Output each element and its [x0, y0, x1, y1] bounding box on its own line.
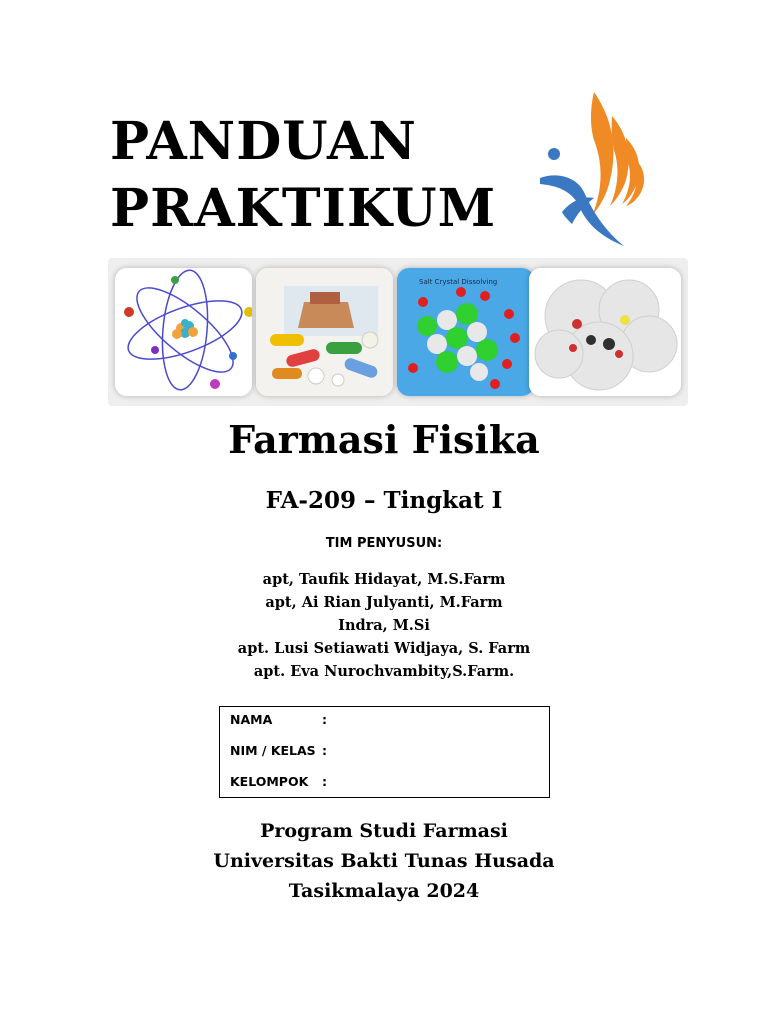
- group-field[interactable]: [230, 773, 327, 791]
- team-label: TIM PENYUSUN:: [325, 536, 443, 551]
- group-label: KELOMPOK: [230, 774, 309, 789]
- university-name: Universitas Bakti Tunas Husada: [213, 850, 555, 872]
- institution-block: [0, 816, 768, 906]
- nim-class-label: NIM / KELAS: [230, 743, 316, 758]
- author-item: apt. Lusi Setiawati Widjaya, S. Farm: [237, 640, 531, 657]
- name-separator: :: [322, 712, 327, 727]
- university-flame-logo: [532, 88, 652, 254]
- author-item: apt, Taufik Hidayat, M.S.Farm: [262, 571, 506, 588]
- author-list: [0, 568, 768, 683]
- page-title: [110, 108, 496, 242]
- city-year: Tasikmalaya 2024: [288, 880, 480, 902]
- medicine-pills-image: [256, 268, 393, 396]
- name-field[interactable]: [230, 711, 327, 729]
- atom-model-image: [115, 268, 252, 396]
- author-item: Indra, M.Si: [338, 617, 430, 634]
- author-item: apt. Eva Nurochvambity,S.Farm.: [253, 663, 515, 680]
- title-line-1: PANDUAN: [110, 111, 417, 172]
- group-separator: :: [322, 774, 327, 789]
- course-name: Farmasi Fisika: [228, 417, 540, 462]
- salt-crystal-image: [397, 268, 534, 396]
- author-item: apt, Ai Rian Julyanti, M.Farm: [265, 594, 503, 611]
- study-program: Program Studi Farmasi: [260, 820, 508, 842]
- space-filling-molecule-image: [529, 268, 681, 396]
- nim-class-field[interactable]: [230, 742, 327, 760]
- course-code: FA-209 – Tingkat I: [265, 487, 503, 514]
- name-label: NAMA: [230, 712, 273, 727]
- student-info-box: [219, 706, 550, 798]
- title-line-2: PRAKTIKUM: [110, 178, 497, 239]
- nim-class-separator: :: [322, 743, 327, 758]
- salt-crystal-caption: Salt Crystal Dissolving: [419, 278, 498, 286]
